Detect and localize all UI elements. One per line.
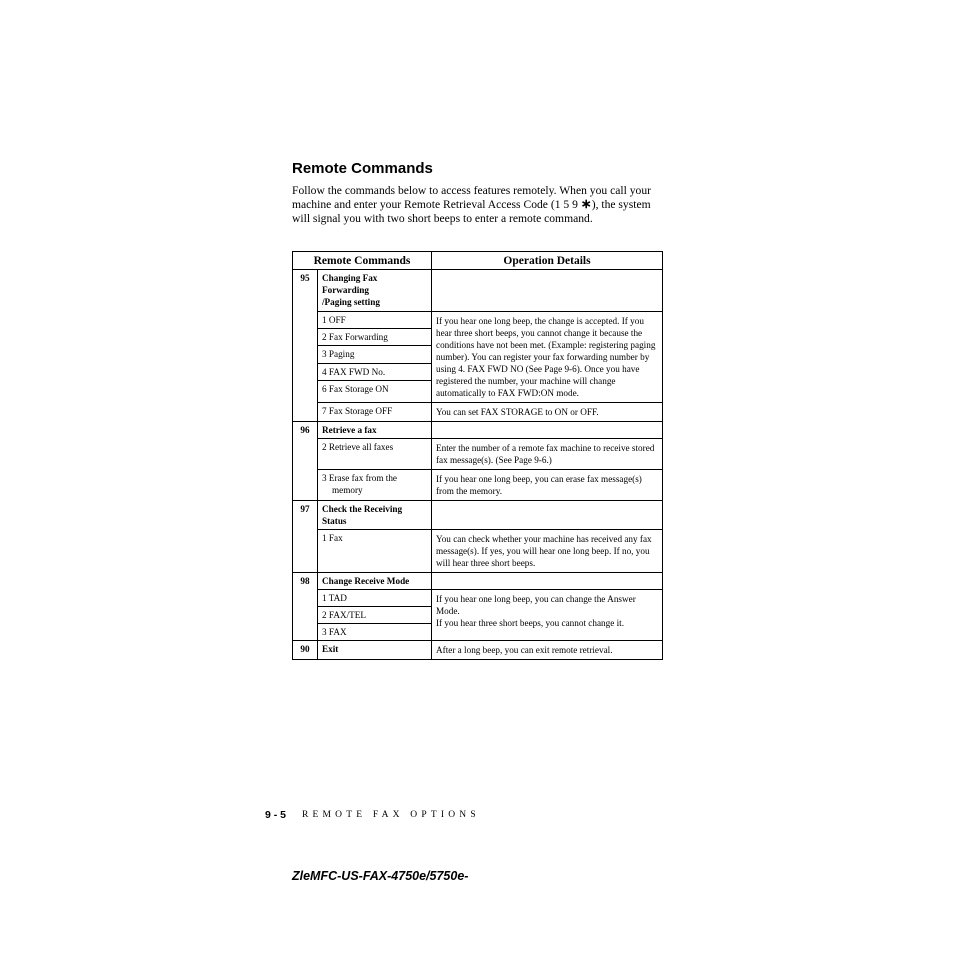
subcommand-95-6: 6 Fax Storage ON — [318, 380, 432, 402]
table-row — [293, 501, 663, 530]
table-row — [293, 312, 663, 329]
intro-text-part2: ), the system will signal you with two short beeps to enter a remote command. — [292, 198, 651, 225]
chapter-title: REMOTE FAX OPTIONS — [302, 810, 480, 820]
header-operation-details: Operation Details — [432, 252, 663, 270]
subcommand-96-2: 2 Retrieve all faxes — [318, 439, 432, 470]
table-row — [293, 530, 663, 573]
detail-line: If you hear three short beeps, you cannot change it. — [436, 618, 625, 628]
subcommand-line: memory — [332, 485, 363, 495]
subcommand-95-1: 1 OFF — [318, 312, 432, 329]
command-title-98: Change Receive Mode — [318, 573, 432, 590]
detail-96-erase: If you hear one long beep, you can erase fax message(s) from the memory. — [432, 470, 663, 501]
command-title-97 — [318, 501, 432, 530]
table-row — [293, 403, 663, 422]
command-title-line: /Paging setting — [322, 297, 380, 307]
command-number-90: 90 — [293, 641, 318, 660]
subcommand-98-1: 1 TAD — [318, 590, 432, 607]
subcommand-95-4: 4 FAX FWD No. — [318, 363, 432, 380]
detail-95-change: If you hear one long beep, the change is accepted. If you hear three short beeps, you cannot change it because the conditions have not been met. (Example: registering paging number). You can register your fax forwarding number by using 4. FAX FWD NO (See Page 9-6). Once you have registered the number, your machine will change automatically to FAX FWD:ON mode. — [432, 312, 663, 403]
command-title-95 — [318, 270, 432, 312]
table-row — [293, 439, 663, 470]
table-header-row — [293, 252, 663, 270]
detail-line: If you hear one long beep, you can change the Answer Mode. — [436, 594, 636, 616]
subcommand-98-2: 2 FAX/TEL — [318, 607, 432, 624]
command-number-98: 98 — [293, 573, 318, 641]
command-title-line: Status — [322, 516, 347, 526]
command-title-line: Forwarding — [322, 285, 369, 295]
subcommand-line: 3 Erase fax from the — [322, 473, 397, 483]
detail-97-check: You can check whether your machine has received any fax message(s). If yes, you will hear one long beep. If no, you will hear three short beeps. — [432, 530, 663, 573]
subcommand-95-3: 3 Paging — [318, 346, 432, 363]
subcommand-95-7: 7 Fax Storage OFF — [318, 403, 432, 422]
detail-96-retrieve: Enter the number of a remote fax machine to receive stored fax message(s). (See Page 9-6.) — [432, 439, 663, 470]
command-number-96: 96 — [293, 422, 318, 501]
command-title-line: Changing Fax — [322, 273, 378, 283]
star-key-icon: ∗ — [580, 196, 592, 212]
section-title: Remote Commands — [292, 160, 433, 177]
subcommand-98-3: 3 FAX — [318, 624, 432, 641]
header-remote-commands: Remote Commands — [293, 252, 432, 270]
subcommand-97-1: 1 Fax — [318, 530, 432, 573]
command-number-97: 97 — [293, 501, 318, 573]
detail-cell-empty — [432, 422, 663, 439]
detail-cell-empty — [432, 270, 663, 312]
intro-paragraph — [292, 184, 664, 225]
table-row — [293, 270, 663, 312]
table-row — [293, 573, 663, 590]
command-title-90: Exit — [318, 641, 432, 660]
command-title-line: Check the Receiving — [322, 504, 403, 514]
subcommand-95-2: 2 Fax Forwarding — [318, 329, 432, 346]
table-row — [293, 590, 663, 607]
table-row — [293, 641, 663, 660]
detail-cell-empty — [432, 573, 663, 590]
detail-cell-empty — [432, 501, 663, 530]
detail-98-mode — [432, 590, 663, 641]
command-title-96: Retrieve a fax — [318, 422, 432, 439]
subcommand-96-3 — [318, 470, 432, 501]
intro-text-part1: Follow the commands below to access features remotely. When you call your machine and enter your Remote Retrieval Access Code (1 5 9 — [292, 184, 651, 212]
table-row — [293, 470, 663, 501]
model-code: ZleMFC-US-FAX-4750e/5750e- — [292, 869, 469, 883]
detail-95-storage: You can set FAX STORAGE to ON or OFF. — [432, 403, 663, 422]
detail-90-exit: After a long beep, you can exit remote retrieval. — [432, 641, 663, 660]
remote-commands-table — [292, 251, 663, 660]
page-number: 9 - 5 — [265, 809, 287, 821]
command-number-95: 95 — [293, 270, 318, 422]
table-row — [293, 422, 663, 439]
